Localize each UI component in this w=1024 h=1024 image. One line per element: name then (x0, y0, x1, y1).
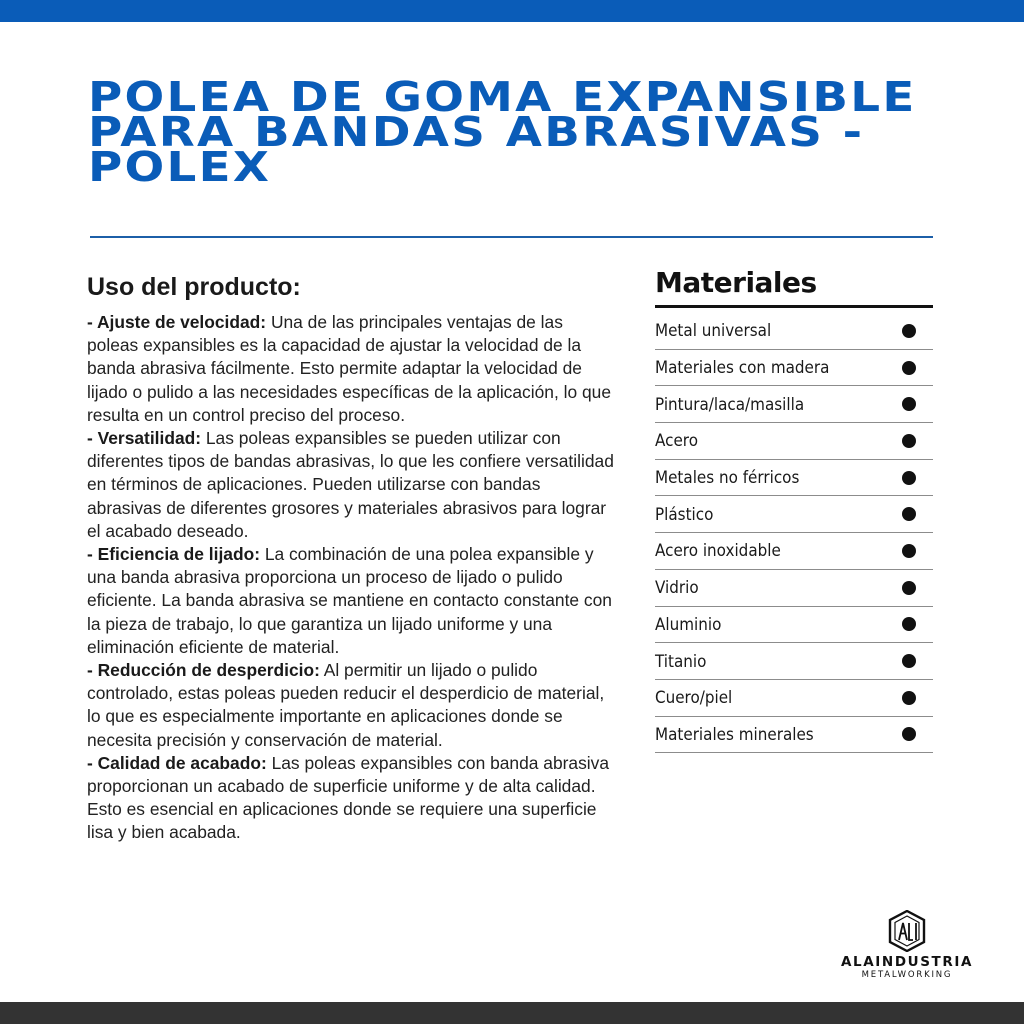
page-title (88, 73, 1024, 191)
bullet-dot-icon (902, 617, 916, 631)
materiales-row-label: Aluminio (655, 614, 722, 634)
page-title-line-3: POLEX (88, 143, 272, 191)
materiales-row (655, 680, 933, 717)
top-accent-bar (0, 0, 1024, 22)
bullet-dot-icon (902, 581, 916, 595)
uso-item-eficiencia (87, 543, 617, 659)
materiales-row-label: Vidrio (655, 578, 699, 598)
uso-item-versatilidad (87, 427, 617, 543)
page-title-line-2: PARA BANDAS ABRASIVAS - (88, 108, 865, 156)
materiales-row-label: Plástico (655, 504, 714, 524)
uso-item-text: Al permitir un lijado o pulido controlado, estas poleas pueden reducir el desperdicio de material, lo que es especialmente importante en aplicaciones donde se necesita precisión y conservación de material. (87, 660, 605, 750)
brand-tagline: METALWORKING (861, 970, 953, 980)
materiales-list (655, 313, 933, 753)
materiales-heading: Materiales (655, 266, 817, 299)
bullet-dot-icon (902, 544, 916, 558)
materiales-heading-rule (655, 305, 933, 308)
materiales-row (655, 496, 933, 533)
bottom-footer-bar (0, 1002, 1024, 1024)
bullet-dot-icon (902, 471, 916, 485)
materiales-row (655, 313, 933, 350)
materiales-row-label: Titanio (655, 651, 707, 671)
bullet-dot-icon (902, 727, 916, 741)
bullet-dot-icon (902, 361, 916, 375)
materiales-row-label: Metales no férricos (655, 468, 800, 488)
materiales-row-label: Pintura/laca/masilla (655, 394, 805, 414)
materiales-row (655, 570, 933, 607)
materiales-row-label: Materiales con madera (655, 358, 830, 378)
materiales-row-label: Cuero/piel (655, 688, 733, 708)
materiales-row (655, 717, 933, 754)
uso-description (87, 311, 617, 845)
uso-item-text: Las poleas expansibles se pueden utilizar con diferentes tipos de bandas abrasivas, lo que les confiere versatilidad en términos de aplicaciones. Pueden utilizarse con bandas abrasivas de diferentes grosores y materiales abrasivos para lograr el acabado deseado. (87, 428, 614, 541)
materiales-row (655, 533, 933, 570)
bullet-dot-icon (902, 397, 916, 411)
materiales-row-label: Metal universal (655, 321, 772, 341)
materiales-row (655, 643, 933, 680)
materiales-row (655, 386, 933, 423)
uso-item-desperdicio (87, 659, 617, 752)
uso-item-text: La combinación de una polea expansible y una banda abrasiva proporciona un proceso de lijado o pulido eficiente. La banda abrasiva se mantiene en contacto constante con la pieza de trabajo, lo que garantiza un lijado uniforme y una eliminación eficiente de material. (87, 544, 612, 657)
uso-item-label: - Eficiencia de lijado: (87, 544, 260, 565)
title-divider (90, 236, 933, 238)
materiales-row (655, 423, 933, 460)
uso-item-text: Las poleas expansibles con banda abrasiva proporcionan un acabado de superficie uniforme y de alta calidad. Esto es esencial en aplicaciones donde se requiere una superficie lisa y bien acabada. (87, 752, 610, 843)
ali-shield-icon (888, 910, 926, 952)
bullet-dot-icon (902, 324, 916, 338)
materiales-row-label: Acero (655, 431, 699, 451)
uso-item-velocidad (87, 311, 617, 427)
materiales-row-label: Acero inoxidable (655, 541, 781, 561)
brand-logo (822, 910, 992, 986)
materiales-row (655, 460, 933, 497)
materiales-row (655, 607, 933, 644)
materiales-row-label: Materiales minerales (655, 724, 814, 744)
uso-item-label: - Versatilidad: (87, 428, 202, 449)
uso-item-text: Una de las principales ventajas de las poleas expansibles es la capacidad de ajustar la velocidad de la banda abrasiva fácilmente. Esto permite adaptar la velocidad de lijado o pulido a las necesidades específicas de la aplicación, lo que resulta en un control preciso del proceso. (87, 312, 611, 425)
uso-item-label: - Calidad de acabado: (87, 752, 267, 773)
bullet-dot-icon (902, 507, 916, 521)
brand-name: ALAINDUSTRIA (841, 954, 973, 970)
uso-item-label: - Ajuste de velocidad: (87, 312, 267, 332)
uso-item-label: - Reducción de desperdicio: (87, 660, 320, 681)
uso-heading: Uso del producto: (87, 273, 301, 301)
bullet-dot-icon (902, 691, 916, 705)
bullet-dot-icon (902, 434, 916, 448)
bullet-dot-icon (902, 654, 916, 668)
page-title-line-1: POLEA DE GOMA EXPANSIBLE (88, 73, 917, 121)
uso-item-calidad (87, 752, 617, 845)
materiales-row (655, 350, 933, 387)
